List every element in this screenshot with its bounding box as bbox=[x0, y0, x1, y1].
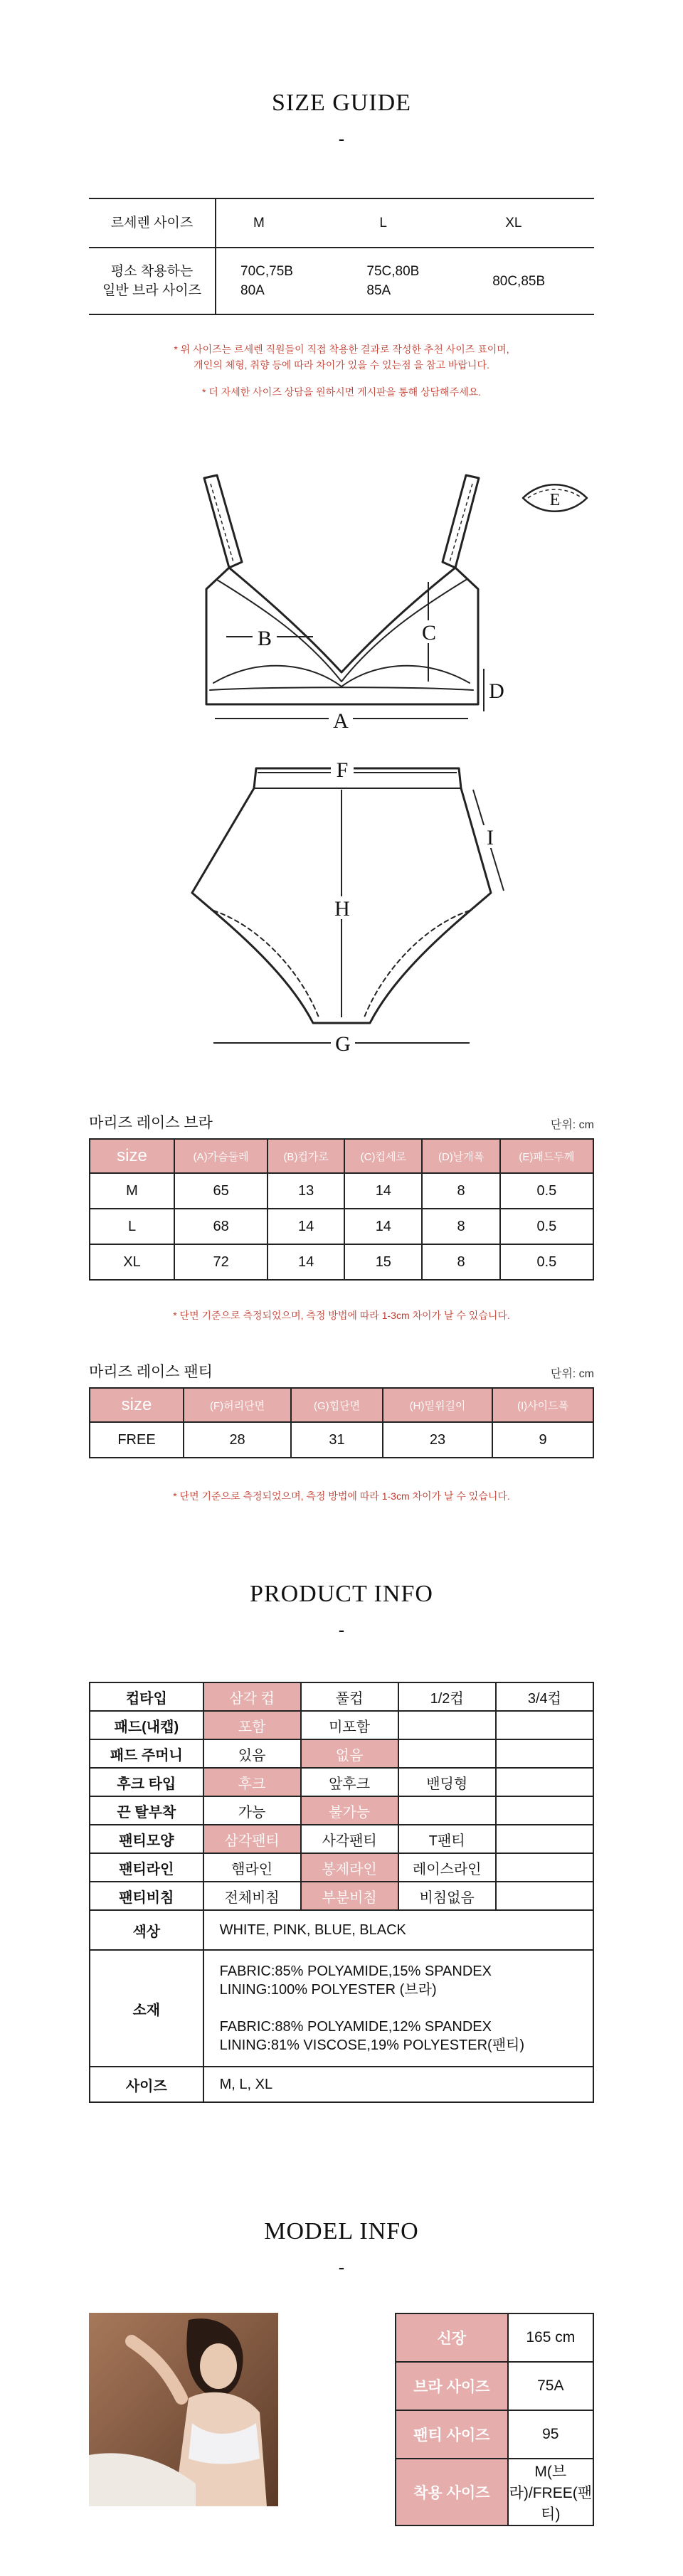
size-guide-cell: XL bbox=[468, 198, 594, 248]
model-info-row bbox=[396, 2313, 593, 2362]
material-line bbox=[220, 1999, 577, 2018]
panty-table-header: (H)밑위길이 bbox=[383, 1388, 492, 1422]
product-info-option bbox=[398, 1711, 496, 1739]
bra-table-cell: 0.5 bbox=[500, 1173, 593, 1209]
bra-table-header: (A)가슴둘레 bbox=[174, 1139, 268, 1173]
model-info-value: M(브라)/FREE(팬티) bbox=[508, 2459, 593, 2525]
model-info-label: 브라 사이즈 bbox=[396, 2362, 508, 2410]
measurement-diagram bbox=[0, 455, 683, 1060]
bra-strap-left bbox=[204, 475, 242, 568]
product-info-option bbox=[496, 1768, 593, 1796]
model-info-dash: - bbox=[338, 2257, 345, 2278]
bra-table-header: size bbox=[90, 1139, 174, 1173]
product-info-row bbox=[90, 1768, 593, 1796]
product-info-option: 후크 bbox=[203, 1768, 301, 1796]
product-info-option bbox=[496, 1796, 593, 1825]
size-guide-note-3: * 더 자세한 사이즈 상담을 원하시면 게시판을 통해 상담해주세요. bbox=[201, 386, 482, 398]
product-info-table bbox=[89, 1682, 594, 2103]
product-info-option: 포함 bbox=[203, 1711, 301, 1739]
material-value bbox=[203, 1950, 593, 2067]
model-info-row bbox=[396, 2362, 593, 2410]
product-info-row bbox=[90, 1825, 593, 1853]
color-value: WHITE, PINK, BLUE, BLACK bbox=[203, 1910, 593, 1950]
size-guide-row-bra bbox=[89, 248, 594, 314]
size-guide-note-2: 개인의 체형, 취향 등에 따라 차이가 있을 수 있는점 을 참고 바랍니다. bbox=[194, 359, 489, 371]
panty-table-header: (F)허리단면 bbox=[184, 1388, 291, 1422]
color-label: 색상 bbox=[90, 1910, 203, 1950]
bra-table-header: (D)날개폭 bbox=[422, 1139, 499, 1173]
product-info-option: 3/4컵 bbox=[496, 1682, 593, 1711]
product-info-option: 삼각팬티 bbox=[203, 1825, 301, 1853]
size-guide-cell: 75C,80B 85A bbox=[342, 248, 468, 314]
bra-table-row bbox=[90, 1173, 593, 1209]
bra-table-header: (E)패드두께 bbox=[500, 1139, 593, 1173]
product-info-option: 햄라인 bbox=[203, 1853, 301, 1882]
product-info-title: PRODUCT INFO bbox=[250, 1581, 433, 1607]
product-info-option: 가능 bbox=[203, 1796, 301, 1825]
bra-table-cell: L bbox=[90, 1209, 174, 1244]
model-photo bbox=[89, 2313, 278, 2506]
bra-table-cell: XL bbox=[90, 1244, 174, 1280]
product-info-label: 컵타입 bbox=[90, 1682, 203, 1711]
product-info-row bbox=[90, 1739, 593, 1768]
panty-table-cell: 9 bbox=[492, 1422, 593, 1458]
label-a: A bbox=[333, 709, 349, 733]
bra-table-cell: 14 bbox=[344, 1173, 422, 1209]
bra-table-cell: 15 bbox=[344, 1244, 422, 1280]
model-info-value: 95 bbox=[508, 2410, 593, 2459]
product-info-row bbox=[90, 1682, 593, 1711]
color-row bbox=[90, 1910, 593, 1950]
model-info-title: MODEL INFO bbox=[264, 2218, 419, 2244]
product-info-row bbox=[90, 1711, 593, 1739]
label-i: I bbox=[487, 826, 494, 849]
product-info-option: 있음 bbox=[203, 1739, 301, 1768]
product-info-option: 불가능 bbox=[301, 1796, 398, 1825]
model-info-label: 신장 bbox=[396, 2313, 508, 2362]
bra-table-cell: 8 bbox=[422, 1209, 499, 1244]
bra-table-cell: 68 bbox=[174, 1209, 268, 1244]
bra-table bbox=[89, 1138, 594, 1281]
size-guide-dash: - bbox=[338, 128, 345, 149]
label-c: C bbox=[421, 621, 437, 645]
product-info-option bbox=[398, 1796, 496, 1825]
bra-table-row bbox=[90, 1209, 593, 1244]
material-line: FABRIC:85% POLYAMIDE,15% SPANDEX bbox=[219, 1963, 492, 1979]
product-info-option: 없음 bbox=[301, 1739, 398, 1768]
model-info-label: 착용 사이즈 bbox=[396, 2459, 508, 2525]
material-row bbox=[90, 1950, 593, 2067]
model-info-value: 75A bbox=[508, 2362, 593, 2410]
product-info-row bbox=[90, 1796, 593, 1825]
bra-band-top bbox=[210, 687, 473, 690]
product-info-label: 후크 타입 bbox=[90, 1768, 203, 1796]
size-guide-cell: 70C,75B 80A bbox=[216, 248, 342, 314]
bra-table-cell: 13 bbox=[268, 1173, 344, 1209]
panty-leg-right bbox=[364, 911, 470, 1017]
product-info-option: 전체비침 bbox=[203, 1882, 301, 1910]
product-info-option: T팬티 bbox=[398, 1825, 496, 1853]
model-info-label: 팬티 사이즈 bbox=[396, 2410, 508, 2459]
product-info-label: 패드 주머니 bbox=[90, 1739, 203, 1768]
size-guide-cell: L bbox=[342, 198, 468, 248]
bra-table-cell: 14 bbox=[268, 1244, 344, 1280]
model-info-table bbox=[395, 2313, 594, 2526]
label-h: H bbox=[334, 897, 350, 921]
size-label: 사이즈 bbox=[90, 2067, 203, 2102]
bra-table-cell: 8 bbox=[422, 1173, 499, 1209]
panty-table-note: * 단면 기준으로 측정되었으며, 측정 방법에 따라 1-3cm 차이가 날 수 있습니다. bbox=[173, 1490, 510, 1502]
bra-table-header: (B)컵가로 bbox=[268, 1139, 344, 1173]
bra-cup-bottom bbox=[213, 666, 470, 687]
panty-table-unit: 단위: cm bbox=[550, 1368, 594, 1380]
product-info-row bbox=[90, 1853, 593, 1882]
material-line: LINING:81% VISCOSE,19% POLYESTER(팬티) bbox=[219, 2037, 525, 2053]
bra-table-cell: 8 bbox=[422, 1244, 499, 1280]
product-info-label: 끈 탈부착 bbox=[90, 1796, 203, 1825]
bra-table-title: 마리즈 레이스 브라 bbox=[89, 1115, 213, 1131]
bra-strap-right bbox=[443, 475, 479, 568]
product-info-option: 봉제라인 bbox=[301, 1853, 398, 1882]
material-line: FABRIC:88% POLYAMIDE,12% SPANDEX bbox=[219, 2019, 492, 2035]
model-info-row bbox=[396, 2459, 593, 2525]
label-g: G bbox=[335, 1032, 351, 1056]
product-info-option bbox=[398, 1739, 496, 1768]
panty-table-row bbox=[90, 1422, 593, 1458]
panty-table-cell: FREE bbox=[90, 1422, 184, 1458]
product-info-dash: - bbox=[338, 1619, 345, 1641]
product-info-option: 레이스라인 bbox=[398, 1853, 496, 1882]
material-line: LINING:100% POLYESTER (브라) bbox=[219, 1982, 437, 1998]
bra-table-cell: M bbox=[90, 1173, 174, 1209]
panty-table-cell: 23 bbox=[383, 1422, 492, 1458]
bra-table-cell: 14 bbox=[344, 1209, 422, 1244]
bra-table-unit: 단위: cm bbox=[550, 1119, 594, 1131]
panty-table-header: (G)힙단면 bbox=[291, 1388, 383, 1422]
label-e: E bbox=[549, 491, 561, 509]
product-info-option: 비침없음 bbox=[398, 1882, 496, 1910]
product-info-option bbox=[496, 1882, 593, 1910]
bra-table-header: (C)컵세로 bbox=[344, 1139, 422, 1173]
product-info-label: 팬티비침 bbox=[90, 1882, 203, 1910]
product-info-option: 풀컵 bbox=[301, 1682, 398, 1711]
product-info-option bbox=[496, 1711, 593, 1739]
size-guide-title: SIZE GUIDE bbox=[271, 90, 412, 116]
product-info-option: 밴딩형 bbox=[398, 1768, 496, 1796]
size-guide-cell: 80C,85B bbox=[468, 248, 594, 314]
bra-table-cell: 72 bbox=[174, 1244, 268, 1280]
bra-table-header-row bbox=[90, 1139, 593, 1173]
product-info-option: 부분비침 bbox=[301, 1882, 398, 1910]
size-guide-row-size bbox=[89, 198, 594, 248]
panty-table-cell: 31 bbox=[291, 1422, 383, 1458]
product-info-option bbox=[496, 1739, 593, 1768]
material-label: 소재 bbox=[90, 1950, 203, 2067]
panty-leg-left bbox=[213, 911, 319, 1017]
bra-table-cell: 0.5 bbox=[500, 1209, 593, 1244]
panty-table bbox=[89, 1387, 594, 1458]
product-info-label: 팬티라인 bbox=[90, 1853, 203, 1882]
label-b: B bbox=[257, 627, 272, 650]
product-info-option: 앞후크 bbox=[301, 1768, 398, 1796]
panty-table-header-row bbox=[90, 1388, 593, 1422]
size-guide-cell: M bbox=[216, 198, 342, 248]
product-info-label: 팬티모양 bbox=[90, 1825, 203, 1853]
size-guide-label: 평소 착용하는 일반 브라 사이즈 bbox=[89, 248, 216, 314]
label-d: D bbox=[489, 679, 504, 703]
panty-table-title: 마리즈 레이스 팬티 bbox=[89, 1364, 213, 1380]
size-guide-label: 르세렌 사이즈 bbox=[89, 198, 216, 248]
panty-table-cell: 28 bbox=[184, 1422, 291, 1458]
model-info-value: 165 cm bbox=[508, 2313, 593, 2362]
model-info-row bbox=[396, 2410, 593, 2459]
size-guide-table bbox=[89, 198, 594, 315]
product-info-label: 패드(내캡) bbox=[90, 1711, 203, 1739]
panty-table-header: size bbox=[90, 1388, 184, 1422]
bra-table-cell: 65 bbox=[174, 1173, 268, 1209]
bra-table-note: * 단면 기준으로 측정되었으며, 측정 방법에 따라 1-3cm 차이가 날 수 있습니다. bbox=[173, 1310, 510, 1321]
bra-table-cell: 14 bbox=[268, 1209, 344, 1244]
bra-table-row bbox=[90, 1244, 593, 1280]
label-f: F bbox=[336, 758, 349, 782]
product-info-option: 사각팬티 bbox=[301, 1825, 398, 1853]
product-info-option: 1/2컵 bbox=[398, 1682, 496, 1711]
product-info-option bbox=[496, 1825, 593, 1853]
bra-table-cell: 0.5 bbox=[500, 1244, 593, 1280]
product-info-option bbox=[496, 1853, 593, 1882]
product-info-row bbox=[90, 1882, 593, 1910]
size-row bbox=[90, 2067, 593, 2102]
size-value: M, L, XL bbox=[203, 2067, 593, 2102]
product-info-option: 미포함 bbox=[301, 1711, 398, 1739]
product-info-option: 삼각 컵 bbox=[203, 1682, 301, 1711]
size-guide-note-1: * 위 사이즈는 르세렌 직원들이 직접 착용한 결과로 작성한 추천 사이즈 표이며, bbox=[174, 344, 509, 355]
panty-table-header: (I)사이드폭 bbox=[492, 1388, 593, 1422]
